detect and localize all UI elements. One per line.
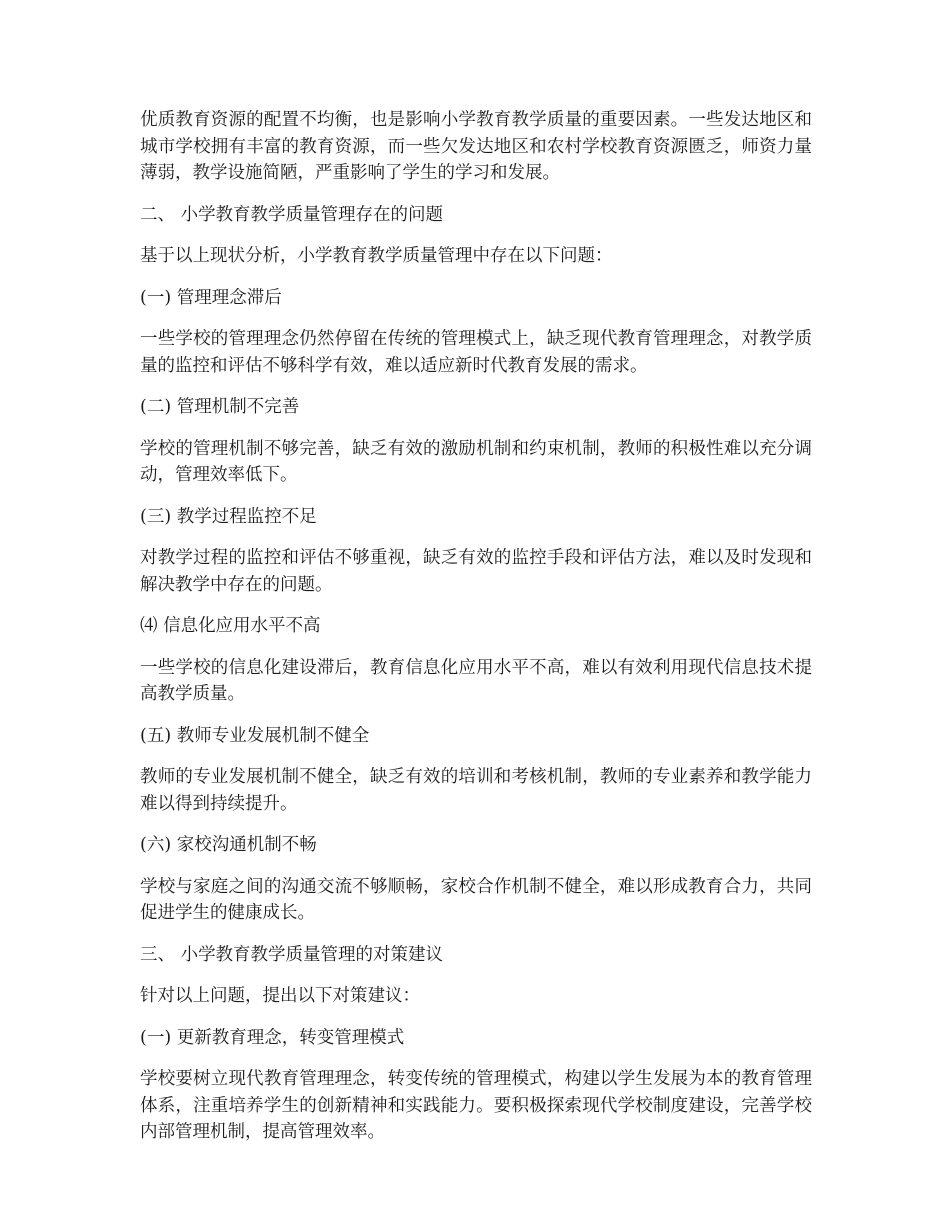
subsection-heading: (六) 家校沟通机制不畅 bbox=[140, 835, 317, 855]
paragraph: 基于以上现状分析，小学教育教学质量管理中存在以下问题： bbox=[140, 246, 613, 266]
subsection-heading: (二) 管理机制不完善 bbox=[140, 397, 300, 417]
paragraph: 学校的管理机制不够完善，缺乏有效的激励机制和约束机制，教师的积极性难以充分调动，管理效率低下。 bbox=[140, 438, 812, 485]
paragraph: 一些学校的信息化建设滞后，教育信息化应用水平不高，难以有效利用现代信息技术提高教学质量。 bbox=[140, 657, 812, 704]
paragraph: 优质教育资源的配置不均衡，也是影响小学教育教学质量的重要因素。一些发达地区和城市学校拥有丰富的教育资源，而一些欠发达地区和农村学校教育资源匮乏，师资力量薄弱，教学设施简陋，严重影响了学生的学习和发展。 bbox=[140, 110, 812, 183]
paragraph: 针对以上问题，提出以下对策建议： bbox=[140, 986, 420, 1006]
subsection-heading: (一) 管理理念滞后 bbox=[140, 287, 282, 308]
section-heading: 三、 小学教育教学质量管理的对策建议 bbox=[140, 944, 444, 965]
paragraph: 教师的专业发展机制不健全，缺乏有效的培训和考核机制，教师的专业素养和教学能力难以得到持续提升。 bbox=[140, 767, 812, 814]
subsection-heading: (五) 教师专业发展机制不健全 bbox=[140, 725, 370, 746]
subsection-heading: (一) 更新教育理念，转变管理模式 bbox=[140, 1027, 405, 1048]
paragraph: 学校与家庭之间的沟通交流不够顺畅，家校合作机制不健全，难以形成教育合力，共同促进学生的健康成长。 bbox=[140, 876, 812, 923]
subsection-heading: ⑷ 信息化应用水平不高 bbox=[140, 616, 321, 636]
document-body bbox=[140, 107, 812, 1161]
paragraph: 学校要树立现代教育管理理念，转变传统的管理模式，构建以学生发展为本的教育管理体系，注重培养学生的创新精神和实践能力。要积极探索现代学校制度建设，完善学校内部管理机制，提高管理效率。 bbox=[140, 1069, 812, 1142]
paragraph: 一些学校的管理理念仍然停留在传统的管理模式上，缺乏现代教育管理理念，对教学质量的监控和评估不够科学有效，难以适应新时代教育发展的需求。 bbox=[140, 329, 812, 376]
paragraph: 对教学过程的监控和评估不够重视，缺乏有效的监控手段和评估方法，难以及时发现和解决教学中存在的问题。 bbox=[140, 548, 812, 595]
section-heading: 二、 小学教育教学质量管理存在的问题 bbox=[140, 204, 444, 225]
subsection-heading: (三) 教学过程监控不足 bbox=[140, 506, 317, 527]
